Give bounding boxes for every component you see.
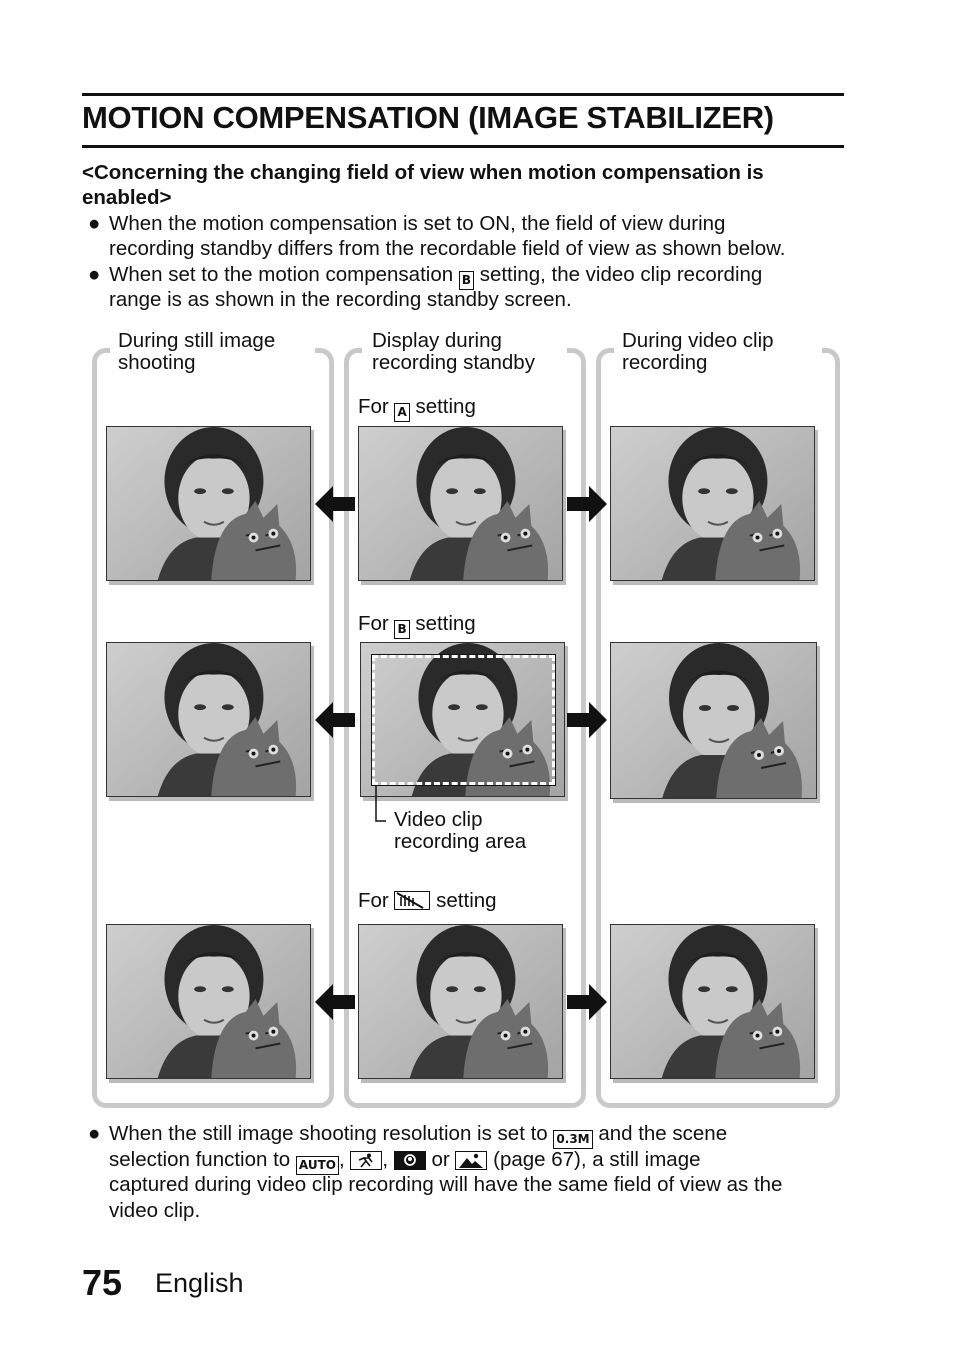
footer-line-3: captured during video clip recording will have the same field of view as the	[109, 1173, 783, 1196]
page-number: 75	[82, 1262, 123, 1303]
arrow-left-row-1	[315, 486, 355, 522]
landscape-icon	[455, 1151, 487, 1170]
top-rule	[82, 93, 844, 96]
bullet-2-line-2: range is as shown in the recording standby screen.	[109, 288, 572, 311]
arrow-right-row-3	[567, 984, 607, 1020]
row-label-off: For setting	[358, 889, 497, 912]
arrow-right-row-1	[567, 486, 607, 522]
resolution-icon: 0.3M	[553, 1130, 592, 1149]
sports-icon	[350, 1151, 382, 1170]
photo-row-1-col-1	[106, 426, 311, 581]
auto-icon: AUTO	[296, 1156, 339, 1175]
bullet-2-line-1: When set to the motion compensation B setting, the video clip recording	[109, 262, 762, 290]
footer-line-4: video clip.	[109, 1198, 201, 1222]
stabilizer-a-icon: A	[394, 403, 409, 422]
page-language: English	[155, 1268, 244, 1298]
footer-line-1: When the still image shooting resolution is set to 0.3M and the scene	[109, 1121, 727, 1149]
bullet-1-line-1: When the motion compensation is set to ON, the field of view during	[109, 212, 726, 235]
portrait-icon	[394, 1151, 426, 1170]
recording-area-outline	[372, 655, 555, 785]
row-label-b: For B setting	[358, 613, 476, 639]
stabilizer-b-icon: B	[459, 271, 474, 290]
column-label-still: During still image shooting	[118, 329, 276, 374]
section-subheading: <Concerning the changing field of view when motion compensation is enabled>	[82, 161, 764, 209]
stabilizer-off-icon	[394, 891, 430, 910]
photo-row-2-col-3	[610, 642, 817, 799]
arrow-left-row-3	[315, 984, 355, 1020]
row-label-a: For A setting	[358, 396, 476, 422]
page-title: MOTION COMPENSATION (IMAGE STABILIZER)	[82, 100, 774, 135]
recording-area-leader	[370, 785, 390, 827]
column-label-video: During video clip recording	[622, 329, 774, 374]
bullet-dot: ●	[88, 263, 101, 286]
column-label-standby: Display during recording standby	[372, 329, 535, 374]
stabilizer-b-icon: B	[394, 620, 409, 639]
bullet-dot: ●	[88, 212, 101, 235]
bullet-1-line-2: recording standby differs from the recordable field of view as shown below.	[109, 237, 786, 260]
photo-row-3-col-2	[358, 924, 563, 1079]
arrow-right-row-2	[567, 702, 607, 738]
title-underline	[82, 145, 844, 148]
bullet-dot: ●	[88, 1122, 101, 1145]
photo-row-2-col-1	[106, 642, 311, 797]
footer-line-2: selection function to AUTO , , or (page 67), a still image	[109, 1147, 701, 1175]
photo-row-1-col-2	[358, 426, 563, 581]
photo-row-3-col-3	[610, 924, 815, 1079]
arrow-left-row-2	[315, 702, 355, 738]
photo-row-1-col-3	[610, 426, 815, 581]
photo-row-3-col-1	[106, 924, 311, 1079]
recording-area-label: Video clip recording area	[394, 808, 527, 853]
